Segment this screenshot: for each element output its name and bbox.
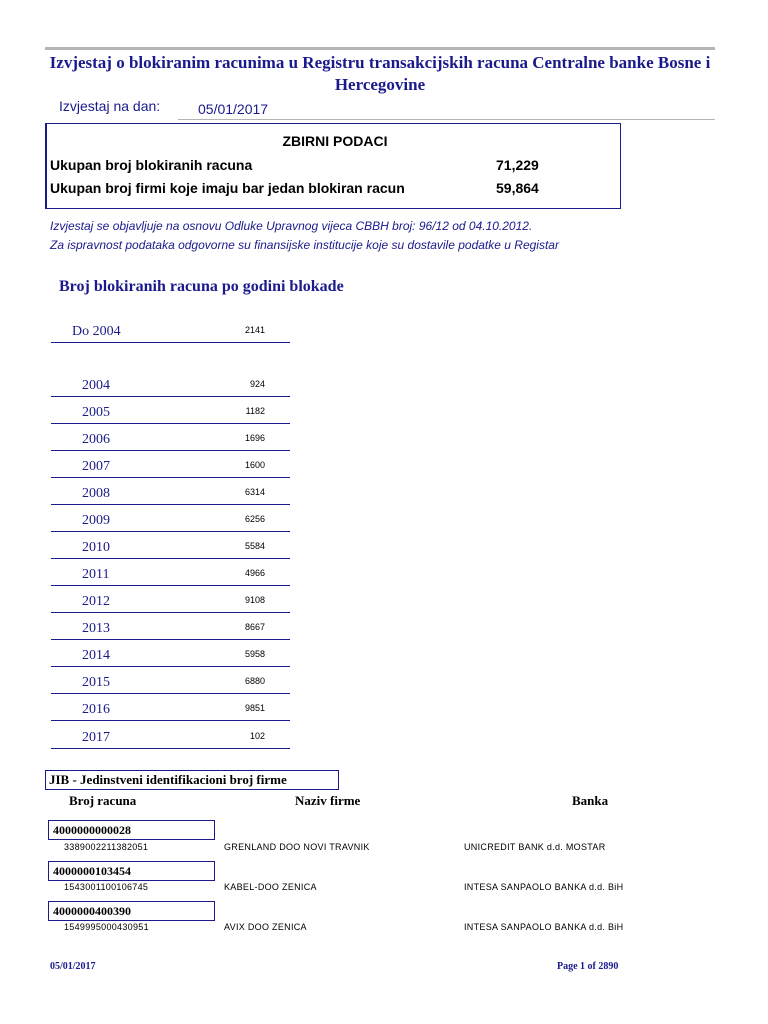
year-label: 2016 [82, 702, 110, 717]
record-company: KABEL-DOO ZENICA [224, 882, 317, 892]
year-count: 5584 [244, 541, 265, 551]
year-count: 6314 [244, 487, 265, 497]
footer-page-number: Page 1 of 2890 [557, 961, 619, 972]
column-header-company: Naziv firme [295, 793, 361, 808]
record-bank: INTESA SANPAOLO BANKA d.d. BiH [464, 922, 624, 932]
column-header-bank: Banka [572, 793, 609, 808]
year-row [51, 531, 290, 559]
year-label: 2004 [82, 378, 110, 393]
summary-total-firms-value: 59,864 [496, 180, 539, 196]
year-row [51, 396, 290, 424]
year-row [51, 315, 290, 343]
year-count: 6256 [244, 514, 265, 524]
record-account: 1543001100106745 [64, 882, 149, 892]
year-row [51, 721, 290, 749]
summary-total-accounts-value: 71,229 [496, 157, 539, 173]
year-count: 1600 [244, 460, 265, 470]
year-label: 2017 [82, 730, 110, 745]
year-row [51, 450, 290, 478]
record-account: 3389002211382051 [64, 842, 149, 852]
footer-date: 05/01/2017 [50, 961, 96, 972]
summary-total-accounts-label: Ukupan broj blokiranih racuna [50, 157, 253, 173]
summary-box [45, 123, 621, 209]
year-count: 8667 [244, 622, 265, 632]
summary-total-firms-label: Ukupan broj firmi koje imaju bar jedan blokiran racun [50, 180, 405, 196]
responsibility-note: Za ispravnost podataka odgovorne su finansijske institucije koje su dostavile podatke u Registar [50, 238, 559, 252]
report-date-value: 05/01/2017 [198, 101, 269, 117]
record-company: GRENLAND DOO NOVI TRAVNIK [224, 842, 370, 852]
year-row [51, 504, 290, 532]
by-year-title: Broj blokiranih racuna po godini blokade [59, 278, 344, 295]
year-label: 2005 [82, 405, 110, 420]
year-label: 2008 [82, 486, 110, 501]
year-label: 2007 [82, 459, 110, 474]
year-row [51, 612, 290, 640]
year-label: Do 2004 [72, 324, 121, 339]
year-count: 924 [249, 379, 265, 389]
record-bank: UNICREDIT BANK d.d. MOSTAR [464, 842, 606, 852]
column-header-account: Broj racuna [69, 793, 137, 808]
summary-heading: ZBIRNI PODACI [282, 133, 388, 149]
date-divider [178, 119, 715, 120]
year-row [51, 423, 290, 451]
record-jib: 4000000000028 [48, 820, 215, 840]
year-label: 2014 [82, 648, 110, 663]
year-count: 6880 [244, 676, 265, 686]
year-label: 2011 [82, 567, 110, 582]
record-jib: 4000000400390 [48, 901, 215, 921]
year-count: 9851 [244, 703, 265, 713]
year-count: 1696 [244, 433, 265, 443]
year-row [51, 477, 290, 505]
report-date-label: Izvjestaj na dan: [59, 98, 161, 114]
jib-legend: JIB - Jedinstveni identifikacioni broj firme [45, 770, 339, 790]
year-count: 4966 [244, 568, 265, 578]
top-divider [45, 47, 715, 50]
year-label: 2013 [82, 621, 110, 636]
year-count: 1182 [245, 406, 265, 416]
record-company: AVIX DOO ZENICA [224, 922, 307, 932]
year-label: 2012 [82, 594, 110, 609]
legal-note: Izvjestaj se objavljuje na osnovu Odluke Upravnog vijeca CBBH broj: 96/12 od 04.10.2012. [50, 219, 533, 233]
year-count: 5958 [244, 649, 265, 659]
record-account: 1549995000430951 [64, 922, 149, 932]
record-bank: INTESA SANPAOLO BANKA d.d. BiH [464, 882, 624, 892]
year-count: 2141 [244, 325, 265, 335]
year-row [51, 558, 290, 586]
year-row [51, 693, 290, 721]
year-label: 2009 [82, 513, 110, 528]
year-label: 2006 [82, 432, 110, 447]
year-row [51, 639, 290, 667]
report-title: Izvjestaj o blokiranim racunima u Registru transakcijskih racuna Centralne banke Bosne i Hercegovine [49, 53, 711, 94]
year-row [51, 369, 290, 397]
year-label: 2015 [82, 675, 110, 690]
record-jib: 4000000103454 [48, 861, 215, 881]
year-count: 102 [249, 731, 265, 741]
year-row [51, 666, 290, 694]
year-count: 9108 [244, 595, 265, 605]
year-row [51, 585, 290, 613]
year-label: 2010 [82, 540, 110, 555]
